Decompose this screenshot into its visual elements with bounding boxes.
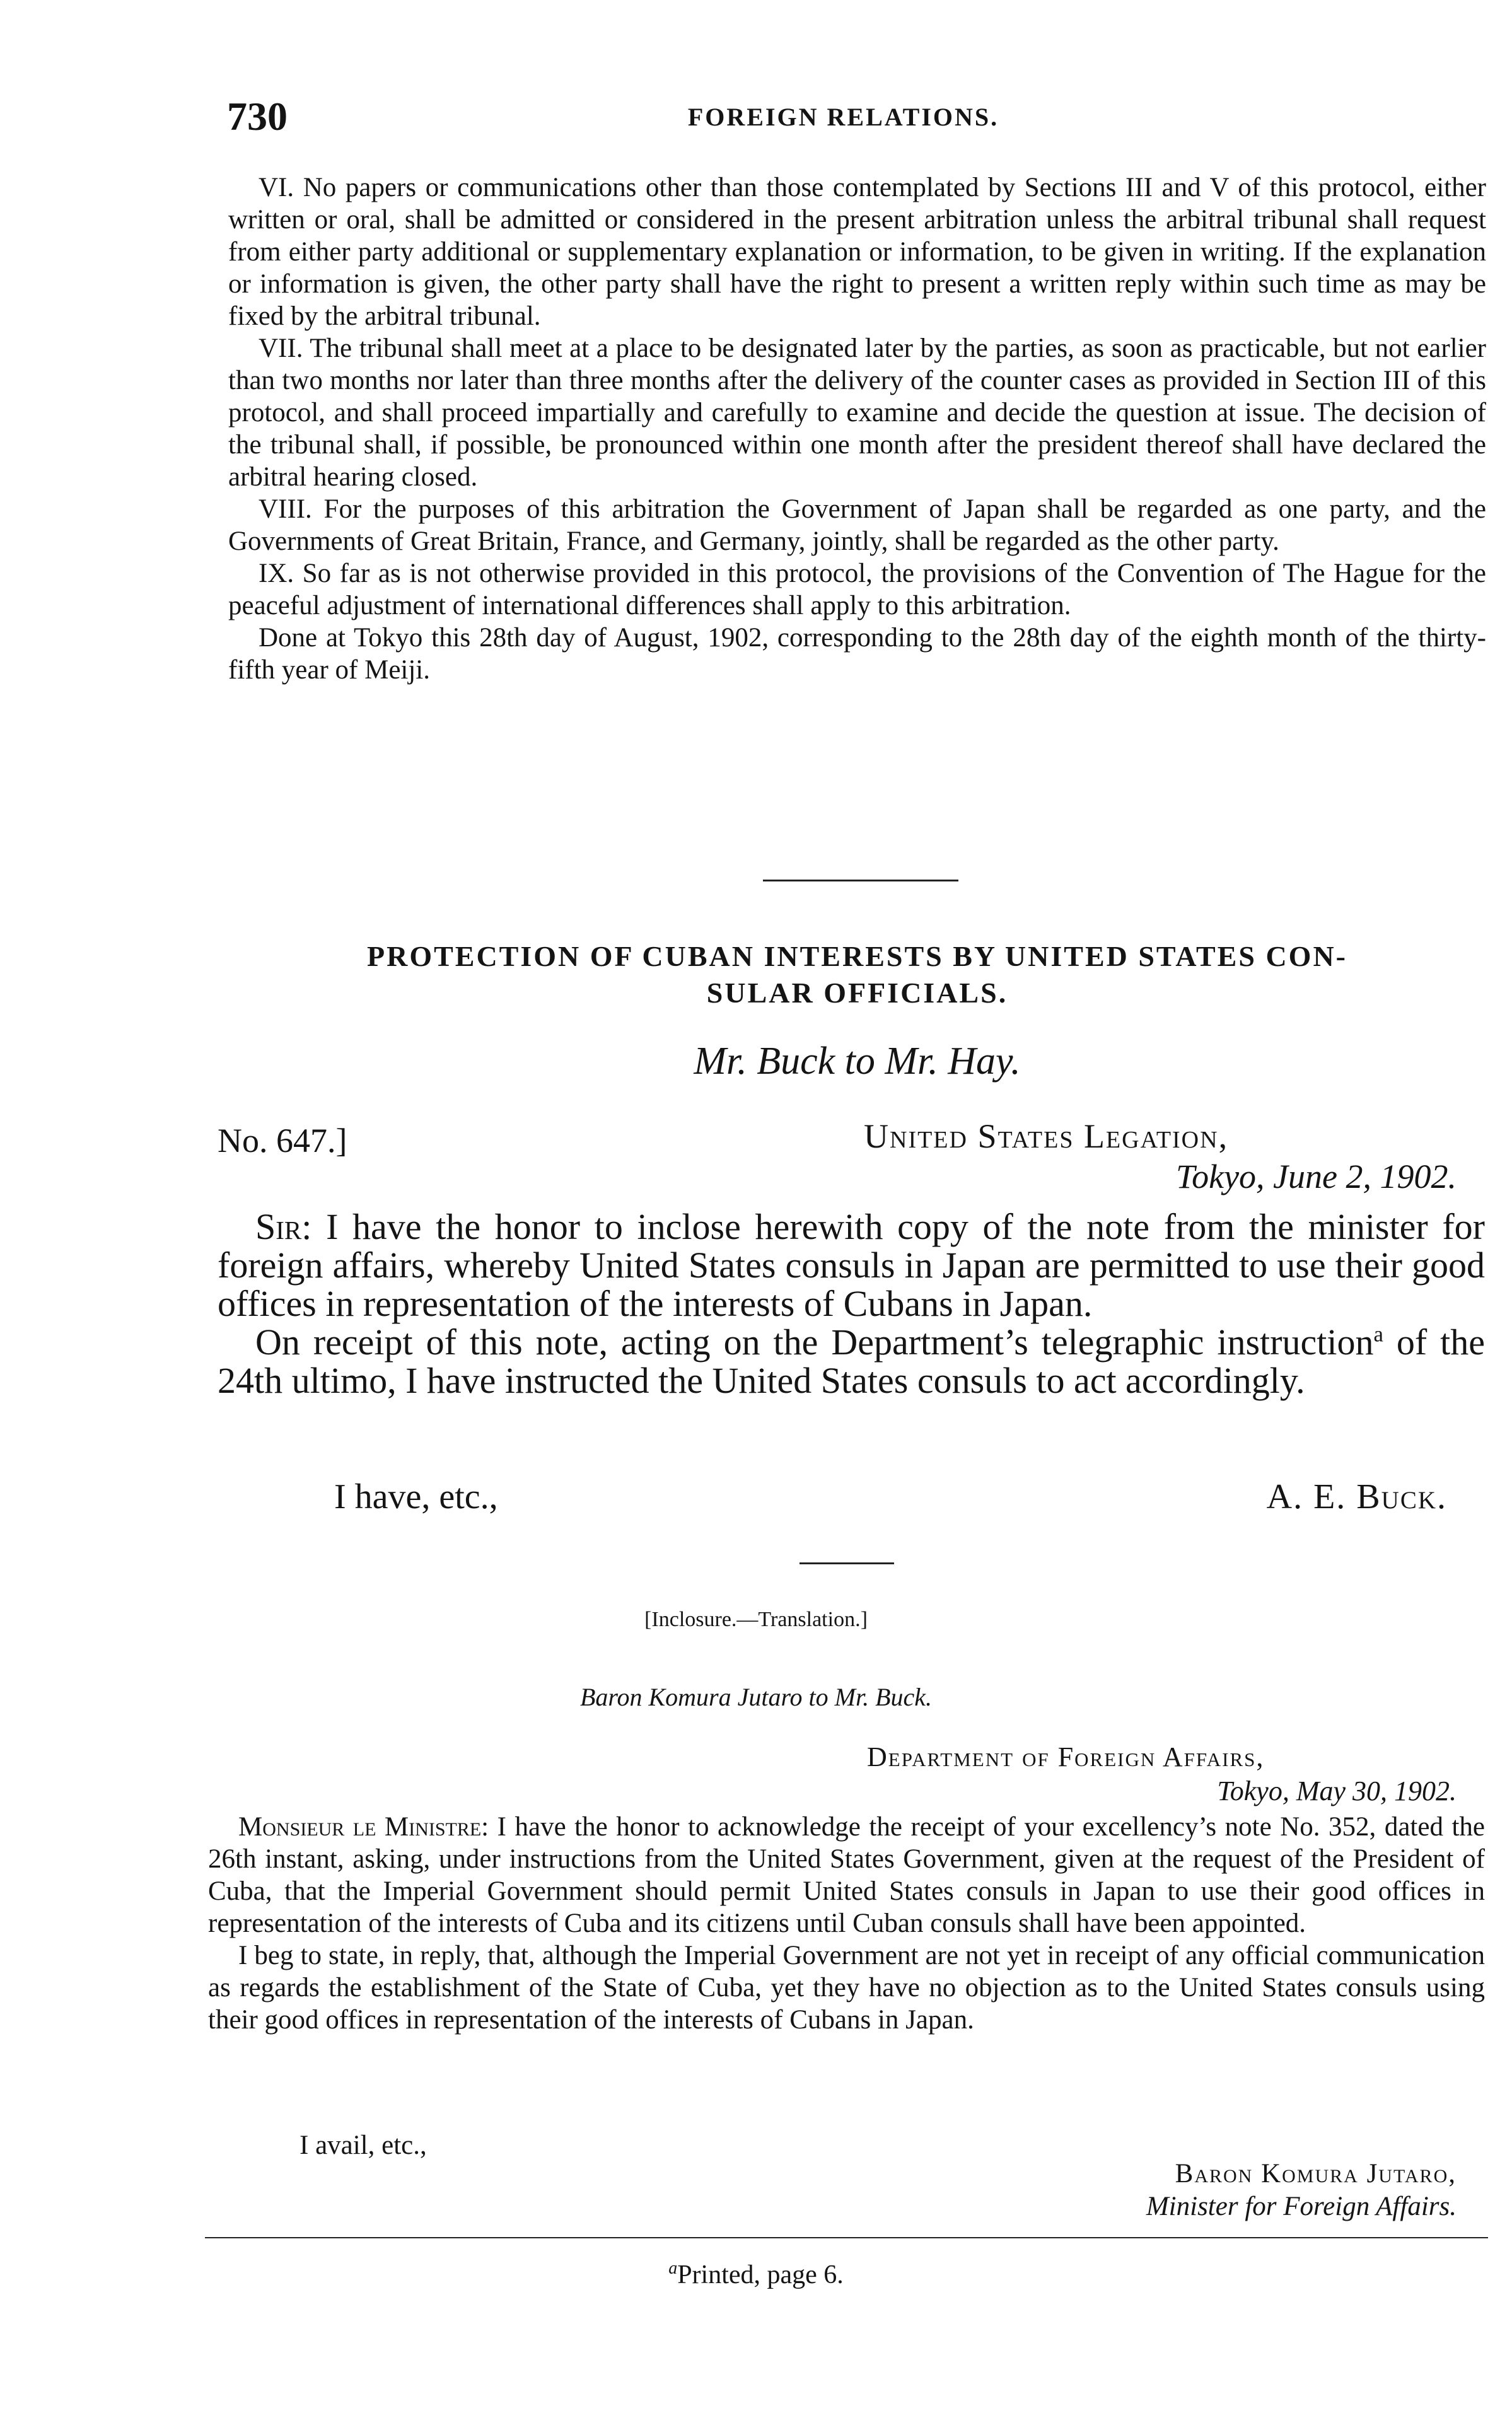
- letter-paragraph-2-text-b: of the 24th ultimo, I have instructed the United States consuls to act accordingly.: [218, 1322, 1485, 1401]
- letter-place-date: Tokyo, June 2, 1902.: [1176, 1158, 1457, 1195]
- inclosure-divider: [800, 1562, 894, 1564]
- protocol-article-vi: VI. No papers or communications other than those contemplated by Sections III and V of this protocol, either written or oral, shall be admitted or considered in the present arbitration unless the arbitral tribunal shall request from either party additional or supplementary explanation or information, to be given in writing. If the explanation or information is given, the other party shall have the right to present a written reply within such time as may be fixed by the arbitral tribunal.: [228, 173, 1486, 331]
- letter-body: [218, 1207, 1485, 1400]
- footnote-mark: a: [668, 2259, 678, 2278]
- page-number: 730: [227, 94, 288, 139]
- translation-heading: Baron Komura Jutaro to Mr. Buck.: [579, 1683, 933, 1711]
- letter-paragraph-2: [218, 1323, 1485, 1400]
- legation-address: [864, 1116, 1457, 1197]
- section-divider: [763, 880, 958, 881]
- footnote-reference: a: [1373, 1322, 1383, 1347]
- signature-name: Baron Komura Jutaro,: [1175, 2159, 1457, 2189]
- note-salutation: Monsieur le Ministre:: [238, 1812, 489, 1842]
- note-body: [208, 1811, 1485, 2036]
- protocol-article-ix: IX. So far as is not otherwise provided in this protocol, the provisions of the Convention of The Hague for the peaceful adjustment of international differences shall apply to this arbitration.: [228, 559, 1486, 620]
- signature-title: Minister for Foreign Affairs.: [1146, 2192, 1457, 2221]
- footnote: [0, 2260, 1512, 2290]
- note-closing: I avail, etc.,: [299, 2131, 427, 2160]
- note-signature: [883, 2158, 1457, 2223]
- letter-heading: Mr. Buck to Mr. Hay.: [694, 1040, 1021, 1083]
- section-title-line-1: PROTECTION OF CUBAN INTERESTS BY UNITED STATES CON-: [367, 940, 1347, 972]
- department-name: Department of Foreign Affairs,: [867, 1741, 1265, 1772]
- inclosure-label: [Inclosure.—Translation.]: [644, 1608, 868, 1631]
- protocol-done-at: Done at Tokyo this 28th day of August, 1902, corresponding to the 28th day of the eighth month of the thirty-fifth year of Meiji.: [228, 623, 1486, 685]
- dispatch-number: No. 647.]: [218, 1122, 347, 1160]
- note-paragraph-2: I beg to state, in reply, that, although the Imperial Government are not yet in receipt of any official communication as regards the establishment of the State of Cuba, yet they have no objection as to the United States consuls using their good offices in representation of the interests of Cubans in Japan.: [208, 1941, 1485, 2035]
- letter-paragraph-1-text: I have the honor to inclose herewith copy of the note from the minister for foreign affairs, whereby United States consuls in Japan are permitted to use their good offices in representation of the interests of Cubans in Japan.: [218, 1206, 1485, 1324]
- letter-signature: A. E. Buck.: [1266, 1477, 1447, 1516]
- letter-closing: I have, etc.,: [334, 1477, 498, 1516]
- legation-name: United States Legation,: [864, 1117, 1229, 1155]
- footnote-rule: [205, 2237, 1488, 2238]
- running-head: FOREIGN RELATIONS.: [687, 103, 999, 131]
- note-paragraph-1-text: I have the honor to acknowledge the receipt of your excellency’s note No. 352, dated the 26th instant, asking, under instructions from the United States Government, given at the request of the President of Cuba, that the Imperial Government should permit United States consuls in Japan to use their good offices in representation of the interests of Cuba and its citizens until Cuban consuls shall have been appointed.: [208, 1812, 1485, 1938]
- letter-salutation: Sir:: [255, 1206, 312, 1247]
- footnote-text: Printed, page 6.: [677, 2260, 844, 2289]
- page-header: [227, 93, 1460, 144]
- protocol-article-vii: VII. The tribunal shall meet at a place to be designated later by the parties, as soon as practicable, but not earlier than two months nor later than three months after the delivery of the counter cases as provided in Section III of this protocol, and shall proceed impartially and carefully to examine and decide the question at issue. The decision of the tribunal shall, if possible, be pronounced within one month after the president thereof shall have declared the arbitral hearing closed.: [228, 334, 1486, 492]
- letter-paragraph-2-text-a: On receipt of this note, acting on the Department’s telegraphic instruction: [255, 1322, 1374, 1363]
- note-paragraph-1: [208, 1811, 1485, 1939]
- protocol-article-viii: VIII. For the purposes of this arbitration the Government of Japan shall be regarded as one party, and the Governments of Great Britain, France, and Germany, jointly, shall be regarded as the other party.: [228, 494, 1486, 556]
- note-place-date: Tokyo, May 30, 1902.: [1217, 1776, 1457, 1806]
- section-title-line-2: SULAR OFFICIALS.: [706, 977, 1008, 1009]
- letter-paragraph-1: [218, 1207, 1485, 1323]
- protocol-text: [228, 171, 1486, 686]
- department-address: [867, 1740, 1457, 1808]
- section-title: [228, 938, 1486, 1011]
